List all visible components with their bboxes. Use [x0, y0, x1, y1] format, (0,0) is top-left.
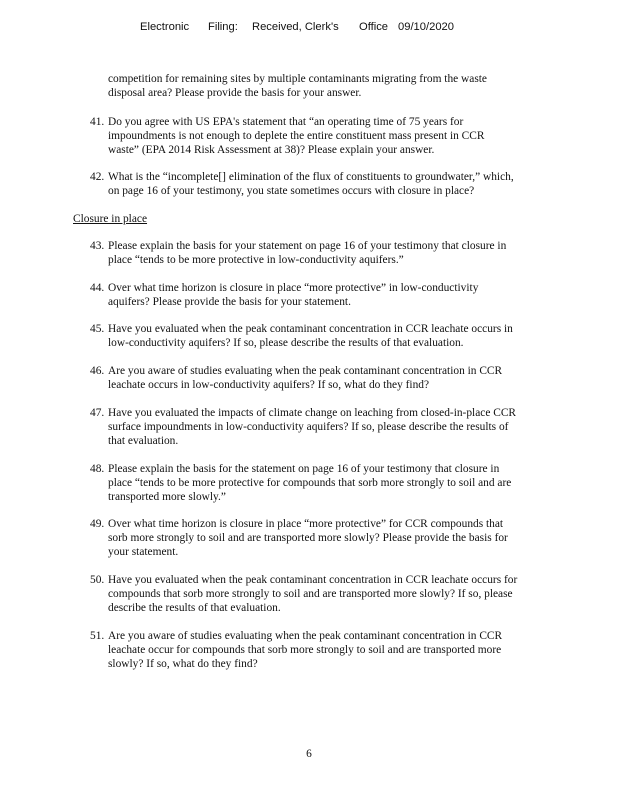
question-text-line: Have you evaluated when the peak contaminant concentration in CCR leachate occurs in	[108, 323, 513, 335]
question-text-line: leachate occur for compounds that sorb more strongly to soil and are transported more	[108, 644, 502, 656]
question-text-line: describe the results of that evaluation.	[108, 602, 281, 614]
question-text-line: low-conductivity aquifers? If so, please describe the results of that evaluation.	[108, 337, 464, 349]
question-number: 49.	[90, 518, 105, 530]
question-text-line: What is the “incomplete[] elimination of the flux of constituents to groundwater,” which,	[108, 171, 514, 183]
question-text-line: your statement.	[108, 546, 179, 558]
question-text-line: Over what time horizon is closure in place “more protective” for CCR compounds that	[108, 518, 504, 530]
question-text-line: Do you agree with US EPA's statement that “an operating time of 75 years for	[108, 116, 464, 128]
question-number: 41.	[90, 116, 105, 128]
question-text-line: impoundments is not enough to deplete the entire constituent mass present in CCR	[108, 130, 485, 142]
header-electronic: Electronic	[140, 21, 190, 33]
question-text-line: slowly? If so, what do they find?	[108, 658, 258, 670]
page-number: 6	[306, 748, 312, 760]
question-text-line: Are you aware of studies evaluating when the peak contaminant concentration in CCR	[108, 365, 503, 377]
header-received: Received, Clerk's	[252, 21, 339, 33]
question-text-line: surface impoundments in low-conductivity aquifers? If so, please describe the results of	[108, 421, 509, 433]
question-text-line: that evaluation.	[108, 435, 179, 447]
header-filing: Filing:	[208, 21, 238, 33]
section-heading: Closure in place	[73, 213, 148, 225]
question-text-line: on page 16 of your testimony, you state sometimes occurs with closure in place?	[108, 185, 475, 197]
question-text-line: Please explain the basis for the statement on page 16 of your testimony that closure in	[108, 463, 500, 475]
header-office: Office	[359, 21, 389, 33]
question-number: 47.	[90, 407, 105, 419]
question-text-line: aquifers? Please provide the basis for your statement.	[108, 296, 351, 308]
question-number: 50.	[90, 574, 105, 586]
question-text-line: place “tends to be more protective for compounds that sorb more strongly to soil and are	[108, 477, 512, 489]
continuation-line: disposal area? Please provide the basis for your answer.	[108, 87, 362, 99]
question-number: 51.	[90, 630, 105, 642]
question-text-line: leachate occurs in low-conductivity aquifers? If so, what do they find?	[108, 379, 430, 391]
question-text-line: Over what time horizon is closure in place “more protective” in low-conductivity	[108, 282, 479, 294]
question-text-line: transported more slowly.”	[108, 491, 226, 503]
question-number: 43.	[90, 240, 105, 252]
question-number: 42.	[90, 171, 105, 183]
question-number: 44.	[90, 282, 105, 294]
question-text-line: Are you aware of studies evaluating when the peak contaminant concentration in CCR	[108, 630, 503, 642]
continuation-line: competition for remaining sites by multiple contaminants migrating from the waste	[108, 73, 487, 85]
header-date: 09/10/2020	[398, 21, 454, 33]
question-number: 45.	[90, 323, 105, 335]
question-text-line: sorb more strongly to soil and are transported more slowly? Please provide the basis for	[108, 532, 508, 544]
question-text-line: Have you evaluated the impacts of climate change on leaching from closed-in-place CCR	[108, 407, 517, 419]
question-text-line: Please explain the basis for your statement on page 16 of your testimony that closure in	[108, 240, 507, 252]
question-text-line: waste” (EPA 2014 Risk Assessment at 38)? Please explain your answer.	[108, 144, 435, 156]
question-number: 46.	[90, 365, 105, 377]
question-text-line: compounds that sorb more strongly to soil and are transported more slowly? If so, please	[108, 588, 513, 600]
question-number: 48.	[90, 463, 105, 475]
question-text-line: place “tends to be more protective in low-conductivity aquifers.”	[108, 254, 404, 266]
question-text-line: Have you evaluated when the peak contaminant concentration in CCR leachate occurs for	[108, 574, 518, 586]
